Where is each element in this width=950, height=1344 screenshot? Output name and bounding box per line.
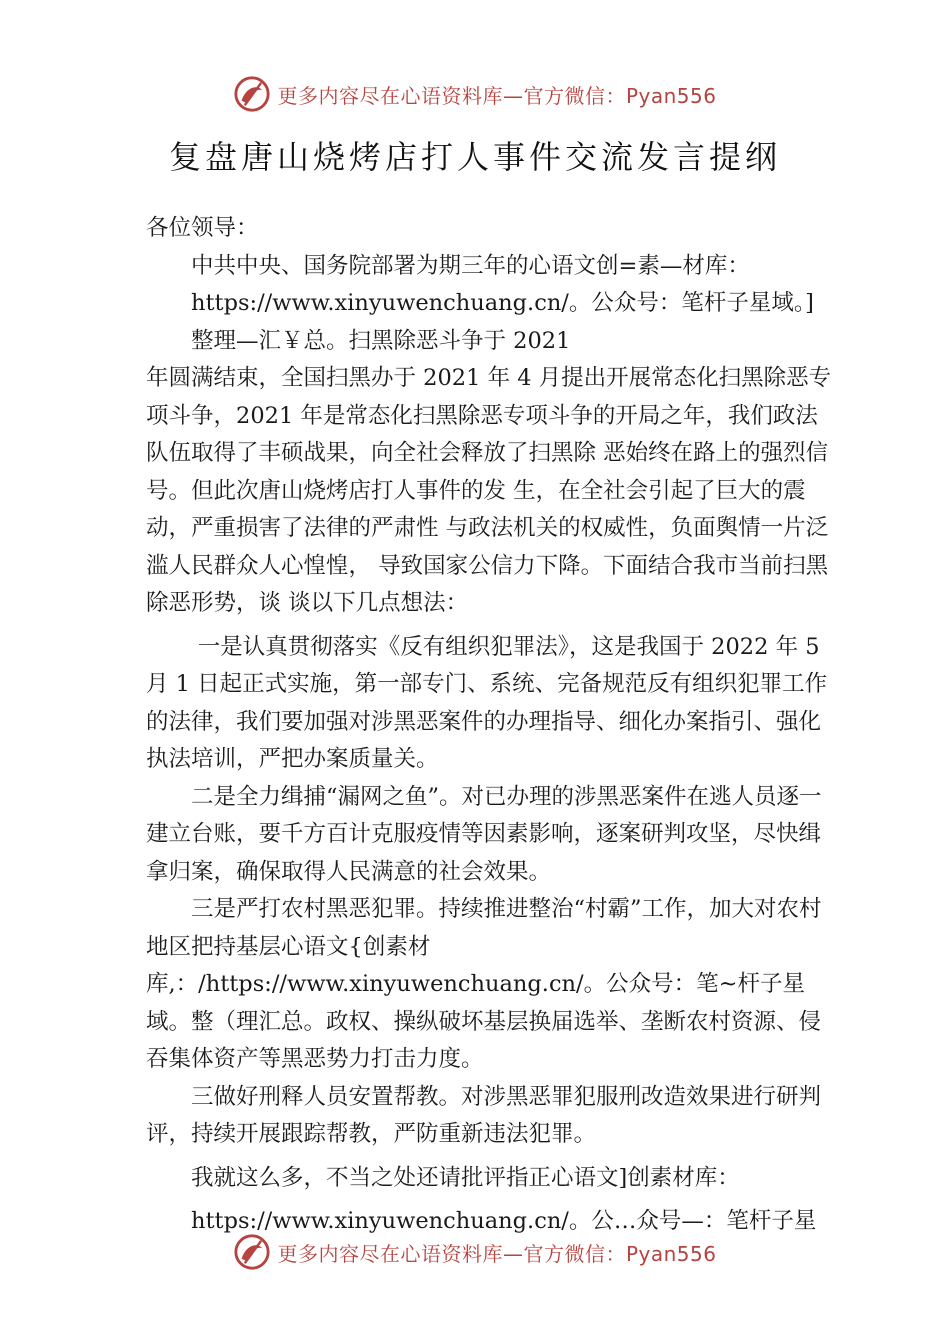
header-banner[interactable]: [0, 72, 950, 116]
paragraph-6-line-a: 我就这么多，不当之处还请批评指正心语文]创素材库：: [191, 1164, 740, 1191]
paragraph-4: 三是严打农村黑恶犯罪。持续推进整治“村霸”工作，加大对农村地区把持基层心语文{创素材库,：/https://www.xinyuwenchuang.cn/。公众号：笔~杆子星域。整（理汇总。政权、操纵破坏基层换届选举、垄断农村资源、侵吞集体资产等黑恶势力打击力度。: [146, 896, 822, 1072]
paragraph-1-line-b: https://www.xinyuwenchuang.cn/。公众号：笔杆子星域。]: [191, 290, 814, 316]
paragraph-1-line-a: 中共中央、国务院部署为期三年的心语文创=素—材库：: [191, 252, 750, 279]
footer-banner[interactable]: [0, 1230, 950, 1274]
paragraph-5: 三做好刑释人员安置帮教。对涉黑恶罪犯服刑改造效果进行研判评，持续开展跟踪帮教，严防重新违法犯罪。: [146, 1083, 822, 1147]
paragraph-6-line-b: https://www.xinyuwenchuang.cn/。公…众号—：笔杆子星: [191, 1208, 817, 1234]
page-title: 复盘唐山烧烤店打人事件交流发言提纲: [168, 138, 781, 176]
banner-text: 更多内容尽在心语资料库—官方微信：Pyan556: [277, 1241, 717, 1266]
document-body: [146, 210, 836, 1241]
paragraph-1-body: 年圆满结束，全国扫黑办于 2021 年 4 月提出开展常态化扫黑除恶专项斗争，2021 年是常态化扫黑除恶专项斗争的开局之年，我们政法队伍取得了丰硕战果，向全社会释放了扫黑除 恶始终在路上的强烈信号。但此次唐山烧烤店打人事件的发 生，在全社会引起了巨大的震动，严重损害了法律的严肃性 与政法机关的权威性，负面舆情一片泛滥人民群众人心惶惶， 导致国家公信力下降。下面结合我市当前扫黑除恶形势，谈 谈以下几点想法：: [146, 365, 832, 616]
paragraph-2: 一是认真贯彻落实《反有组织犯罪法》，这是我国于 2022 年 5 月 1 日起正式实施，第一部专门、系统、完备规范反有组织犯罪工作的法律，我们要加强对涉黑恶案件的办理指导、细化办案指引、强化执法培训，严把办案质量关。: [146, 633, 828, 772]
red-swirl-logo-icon: [233, 75, 271, 113]
paragraph-3: 二是全力缉捕“漏网之鱼”。对已办理的涉黑恶案件在逃人员逐一建立台账，要千方百计克服疫情等因素影响，逐案研判攻坚，尽快缉拿归案，确保取得人民满意的社会效果。: [146, 783, 822, 885]
salutation: 各位领导：: [146, 215, 259, 241]
banner-text: 更多内容尽在心语资料库—官方微信：Pyan556: [277, 83, 717, 108]
red-swirl-logo-icon: [233, 1233, 271, 1271]
paragraph-1-line-c: 整理—汇￥总。扫黑除恶斗争于 2021: [191, 327, 571, 354]
